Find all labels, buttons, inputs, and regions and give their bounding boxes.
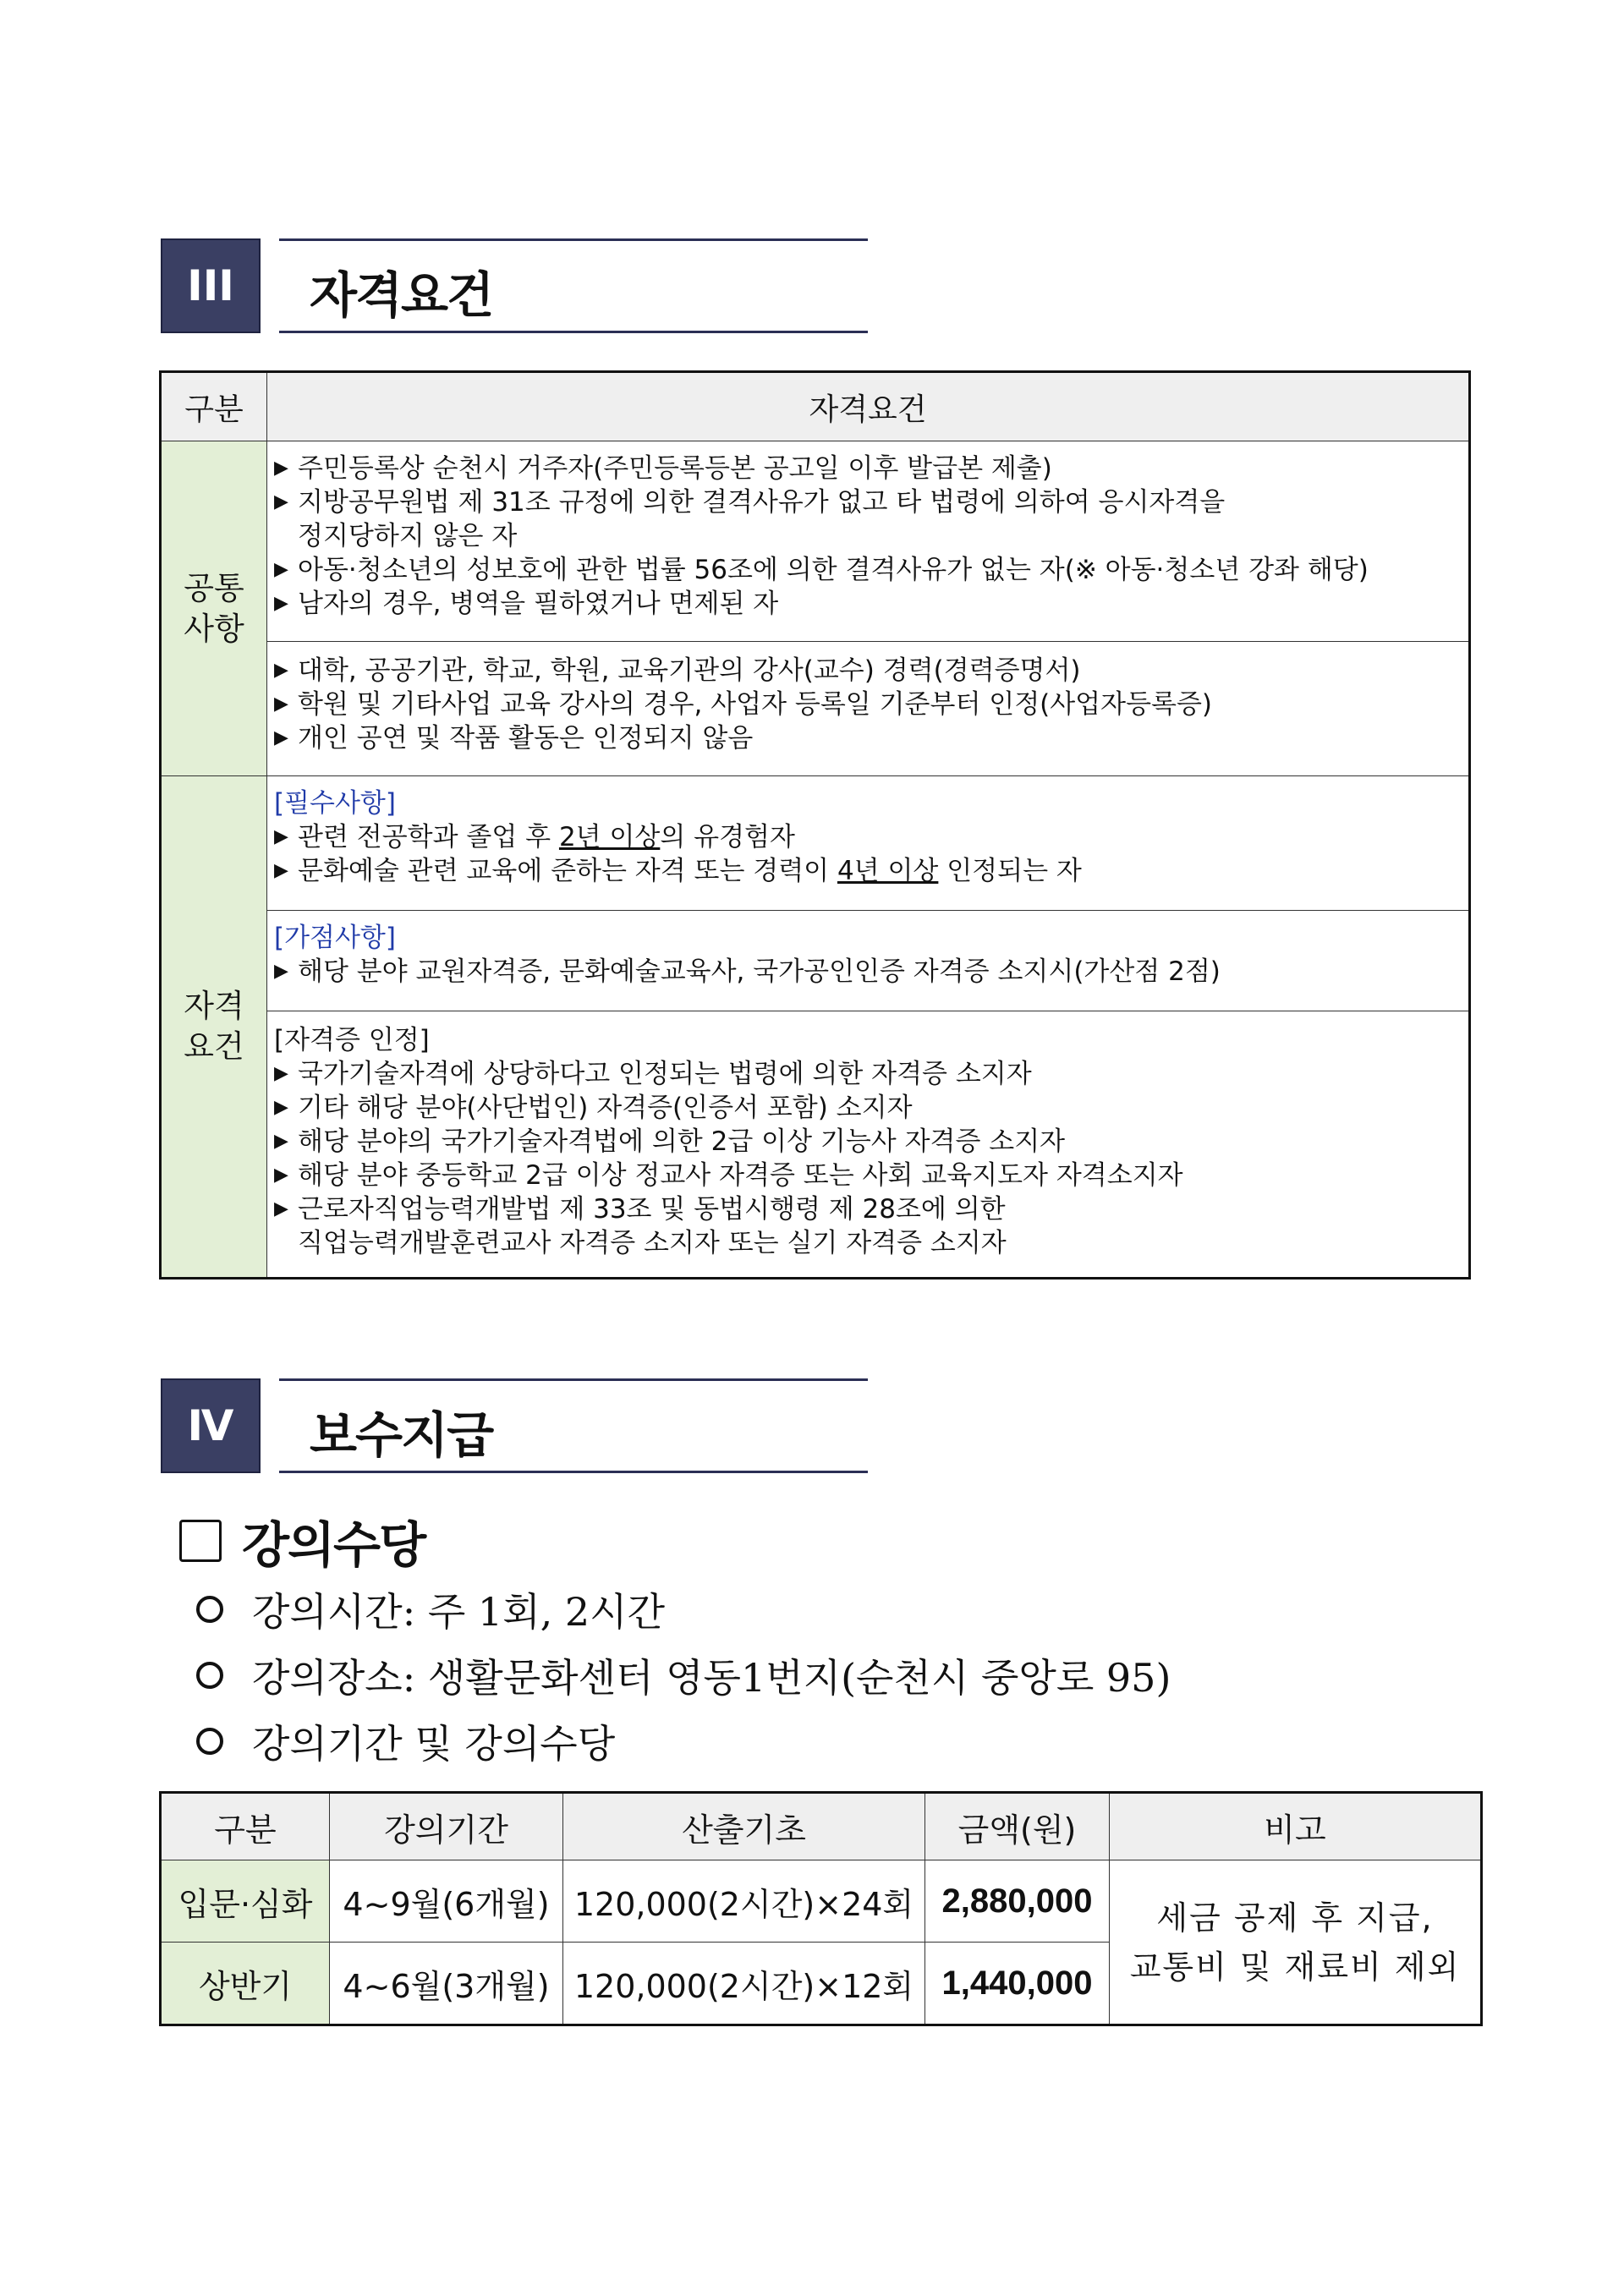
section-3-header xyxy=(161,238,868,333)
triangle-bullet-icon: ▶ xyxy=(274,1164,288,1186)
triangle-bullet-icon: ▶ xyxy=(274,693,288,715)
triangle-bullet-icon: ▶ xyxy=(274,1131,288,1152)
triangle-bullet-icon: ▶ xyxy=(274,826,288,847)
row-basis: 120,000(2시간)×24회 xyxy=(563,1860,925,1943)
list-item: ▶ 근로자직업능력개발법 제 33조 및 동법시행령 제 28조에 의한 xyxy=(274,1194,1006,1225)
section-title: 자격요건 xyxy=(310,266,493,324)
list-item: ▶ 주민등록상 순천시 거주자(주민등록등본 공고일 이후 발급본 제출) xyxy=(274,453,1052,484)
category-common xyxy=(161,441,267,776)
category-label: 공통 xyxy=(184,569,244,606)
list-item-continuation: 직업능력개발훈련교사 자격증 소지자 또는 실기 자격증 소지자 xyxy=(298,1228,1007,1258)
row-note: 세금 공제 후 지급, 교통비 및 재료비 제외 xyxy=(1110,1860,1482,2025)
list-item: ▶ 대학, 공공기관, 학교, 학원, 교육기관의 강사(교수) 경력(경력증명서) xyxy=(274,655,1081,686)
list-item: ▶ 해당 분야의 국가기술자격법에 의한 2급 이상 기능사 자격증 소지자 xyxy=(274,1126,1066,1157)
divider xyxy=(279,1471,868,1473)
section-number-badge: III xyxy=(161,238,261,333)
list-item-continuation: 정지당하지 않은 자 xyxy=(298,521,518,551)
triangle-bullet-icon: ▶ xyxy=(274,491,288,512)
circle-bullet-icon xyxy=(196,1596,223,1623)
list-item: ▶ 지방공무원법 제 31조 규정에 의한 결격사유가 없고 타 법령에 의하여 응시자격을 xyxy=(274,487,1226,518)
row-category: 입문·심화 xyxy=(161,1860,330,1943)
divider xyxy=(279,1378,868,1381)
section-title: 보수지급 xyxy=(310,1406,493,1464)
triangle-bullet-icon: ▶ xyxy=(274,860,288,881)
table-header-category: 구분 xyxy=(161,372,267,441)
lecture-bullet: 강의시간: 주 1회, 2시간 xyxy=(196,1581,665,1637)
triangle-bullet-icon: ▶ xyxy=(274,559,288,580)
checkbox-square-icon xyxy=(179,1520,222,1562)
row-category: 상반기 xyxy=(161,1943,330,2025)
triangle-bullet-icon: ▶ xyxy=(274,1063,288,1084)
qualification-table xyxy=(159,370,1471,1280)
list-item: ▶ 국가기술자격에 상당하다고 인정되는 법령에 의한 자격증 소지자 xyxy=(274,1059,1032,1089)
required-tag: [필수사항] xyxy=(274,788,396,819)
common-block-2 xyxy=(267,642,1470,776)
required-block xyxy=(267,776,1470,911)
list-item: ▶ 학원 및 기타사업 교육 강사의 경우, 사업자 등록일 기준부터 인정(사업자등록증) xyxy=(274,689,1212,720)
row-period: 4~9월(6개월) xyxy=(330,1860,563,1943)
table-header: 비고 xyxy=(1110,1793,1482,1860)
lecture-bullet: 강의장소: 생활문화센터 영동1번지(순천시 중앙로 95) xyxy=(196,1647,1171,1703)
divider xyxy=(279,238,868,241)
triangle-bullet-icon: ▶ xyxy=(274,1198,288,1219)
category-label: 사항 xyxy=(184,610,244,647)
triangle-bullet-icon: ▶ xyxy=(274,727,288,748)
divider xyxy=(279,331,868,333)
row-amount: 2,880,000 xyxy=(925,1860,1110,1943)
lecture-subtitle xyxy=(179,1505,425,1576)
triangle-bullet-icon: ▶ xyxy=(274,593,288,614)
category-label: 요건 xyxy=(184,1028,244,1065)
row-amount: 1,440,000 xyxy=(925,1943,1110,2025)
section-number-badge: Ⅳ xyxy=(161,1378,261,1473)
list-item: ▶ 해당 분야 교원자격증, 문화예술교육사, 국가공인인증 자격증 소지시(가산점 2점) xyxy=(274,956,1221,987)
certificate-tag: [자격증 인정] xyxy=(274,1025,430,1055)
category-qualification xyxy=(161,776,267,1279)
table-header: 강의기간 xyxy=(330,1793,563,1860)
list-item: ▶ 관련 전공학과 졸업 후 2년 이상의 유경험자 xyxy=(274,822,795,852)
lecture-bullet: 강의기간 및 강의수당 xyxy=(196,1713,615,1769)
section-4-header xyxy=(161,1378,868,1473)
circle-bullet-icon xyxy=(196,1662,223,1689)
table-row xyxy=(161,1860,1482,1943)
row-period: 4~6월(3개월) xyxy=(330,1943,563,2025)
triangle-bullet-icon: ▶ xyxy=(274,1097,288,1118)
list-item: ▶ 기타 해당 분야(사단법인) 자격증(인증서 포함) 소지자 xyxy=(274,1093,913,1123)
list-item: ▶ 문화예술 관련 교육에 준하는 자격 또는 경력이 4년 이상 인정되는 자 xyxy=(274,856,1082,886)
table-header: 금액(원) xyxy=(925,1793,1110,1860)
triangle-bullet-icon: ▶ xyxy=(274,458,288,479)
common-block-1 xyxy=(267,441,1470,642)
list-item: ▶ 해당 분야 중등학교 2급 이상 정교사 자격증 또는 사회 교육지도자 자격소지자 xyxy=(274,1160,1183,1191)
table-header-content: 자격요건 xyxy=(267,372,1470,441)
triangle-bullet-icon: ▶ xyxy=(274,660,288,681)
category-label: 자격 xyxy=(184,988,244,1024)
subtitle-text: 강의수당 xyxy=(242,1516,425,1574)
bonus-block xyxy=(267,911,1470,1011)
table-header: 구분 xyxy=(161,1793,330,1860)
list-item: ▶ 남자의 경우, 병역을 필하였거나 면제된 자 xyxy=(274,589,779,619)
row-basis: 120,000(2시간)×12회 xyxy=(563,1943,925,2025)
circle-bullet-icon xyxy=(196,1728,223,1755)
pay-table xyxy=(159,1791,1483,2026)
bonus-tag: [가점사항] xyxy=(274,923,396,953)
list-item: ▶ 아동·청소년의 성보호에 관한 법률 56조에 의한 결격사유가 없는 자(※ 아동·청소년 강좌 해당) xyxy=(274,555,1369,585)
table-header: 산출기초 xyxy=(563,1793,925,1860)
certificate-block xyxy=(267,1011,1470,1279)
triangle-bullet-icon: ▶ xyxy=(274,961,288,982)
list-item: ▶ 개인 공연 및 작품 활동은 인정되지 않음 xyxy=(274,723,754,753)
